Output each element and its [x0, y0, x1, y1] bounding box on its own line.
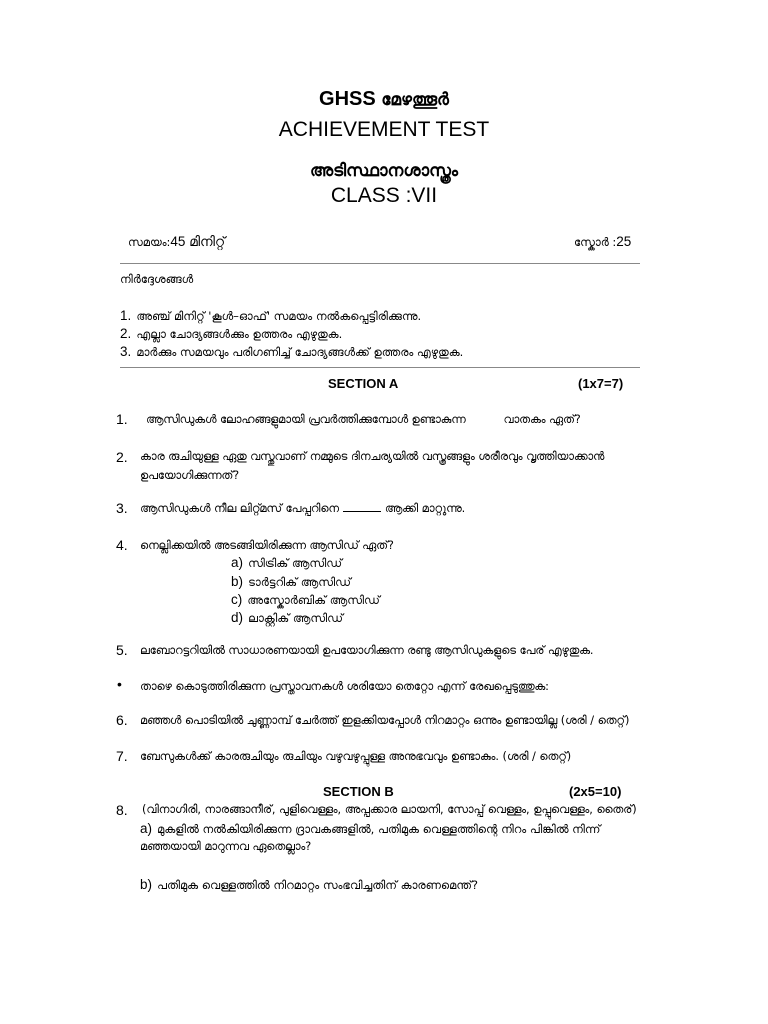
instruction-text: അഞ്ച് മിനിറ്റ് 'കൂൾ–ഓഫ്' സമയം നൽകപ്പെട്ടിരിക്കുന്നു.: [136, 309, 422, 323]
score-label: സ്കോർ :: [574, 235, 617, 249]
question-8b-text: പതിമുക വെള്ളത്തിൽ നിറമാറ്റം സംഭവിച്ചതിന് കാരണമെന്ത്?: [157, 878, 479, 892]
question-8a-line1: മുകളിൽ നൽകിയിരിക്കുന്ന ദ്രാവകങ്ങളിൽ, പതിമുക വെള്ളത്തിന്റെ നിറം പിങ്കിൽ നിന്ന്: [157, 822, 601, 836]
sub-question-letter: a): [140, 821, 153, 836]
subject-title: അടിസ്ഥാനശാസ്ത്രം: [309, 161, 458, 181]
section-a-title: SECTION A: [328, 376, 399, 391]
instruction-number: 3.: [120, 344, 132, 359]
question-8b: [140, 874, 478, 893]
option-text: അസ്കോർബിക് ആസിഡ്: [247, 593, 380, 607]
school-name-ml: മേഴത്തൂർ: [381, 90, 449, 110]
sub-question-letter: b): [140, 877, 153, 892]
question-2-line2: ഉപയോഗിക്കുന്നത്?: [140, 469, 240, 482]
divider-instructions: [120, 367, 640, 368]
question-4-option-b: [231, 571, 351, 590]
score-value: 25: [616, 234, 632, 249]
question-1-part2: വാതകം ഏത്?: [503, 413, 581, 426]
question-2-number: 2.: [116, 449, 128, 465]
option-letter: d): [231, 610, 244, 625]
instruction-number: 2.: [120, 326, 132, 341]
score-info: [574, 231, 631, 250]
class-label: CLASS :VII: [330, 184, 438, 207]
option-text: ടാർട്ടറിക് ആസിഡ്: [248, 575, 351, 589]
instruction-number: 1.: [120, 308, 132, 323]
question-4-text: നെല്ലിക്കയിൽ അടങ്ങിയിരിക്കുന്ന ആസിഡ് ഏത്?: [140, 539, 394, 552]
instruction-text: എല്ലാ ചോദ്യങ്ങൾക്കും ഉത്തരം എഴുതുക.: [136, 327, 343, 341]
instruction-item: [120, 341, 463, 360]
option-text: ലാക്റ്റിക് ആസിഡ്: [248, 611, 344, 625]
question-8a: [140, 818, 600, 837]
time-label: സമയം:: [128, 235, 171, 249]
question-3-before: ആസിഡുകൾ നീല ലിറ്റ്മസ് പേപ്പറിനെ: [140, 502, 339, 515]
question-6-text: മഞ്ഞൾ പൊടിയിൽ ചുണ്ണാമ്പ് ചേർത്ത് ഇളക്കിയപ്പോൾ നിറമാറ്റം ഒന്നും ഉണ്ടായില്ല (ശരി / തെറ്റ്): [140, 714, 630, 727]
option-letter: b): [231, 574, 244, 589]
section-b-marks: (2x5=10): [569, 784, 622, 799]
question-4-option-d: [231, 607, 343, 626]
question-3-number: 3.: [116, 500, 128, 516]
school-name: [0, 88, 768, 111]
time-value: 45 മിനിറ്റ്: [170, 234, 226, 249]
question-8-list: (വിനാഗിരി, നാരങ്ങാനീര്, പുളിവെള്ളം, അപ്പക്കാര ലായനി, സോപ്പ് വെള്ളം, ഉപ്പുവെള്ളം, തൈര്): [142, 803, 637, 816]
true-false-instruction: താഴെ കൊടുത്തിരിക്കുന്ന പ്രസ്താവനകൾ ശരിയോ തെറ്റോ എന്ന് രേഖപ്പെടുത്തുക:: [140, 680, 549, 693]
question-7-number: 7.: [116, 748, 128, 764]
section-a-marks: (1x7=7): [578, 376, 624, 391]
instruction-item: [120, 305, 421, 324]
instruction-text: മാർക്കും സമയവും പരിഗണിച്ച് ചോദ്യങ്ങൾക്ക് ഉത്തരം എഴുതുക.: [136, 345, 464, 359]
instructions-heading: നിർദ്ദേശങ്ങൾ: [120, 272, 194, 286]
bullet-mark: •: [117, 676, 122, 692]
question-8a-line2: മഞ്ഞയായി മാറുന്നവ ഏതെല്ലാം?: [140, 840, 312, 853]
question-4-option-a: [231, 552, 342, 571]
question-5-text: ലബോറട്ടറിയിൽ സാധാരണയായി ഉപയോഗിക്കുന്ന രണ്ടു ആസിഡുകളുടെ പേര് എഴുതുക.: [140, 644, 594, 657]
question-3-after: ആക്കി മാറ്റുന്നു.: [384, 502, 466, 515]
divider-top: [120, 263, 640, 264]
question-7-text: ബേസുകൾക്ക് കാരരുചിയും രുചിയും വഴുവഴുപ്പുള്ള അനുഭവവും ഉണ്ടാകും. (ശരി / തെറ്റ്): [140, 750, 572, 763]
test-title: ACHIEVEMENT TEST: [278, 118, 490, 141]
school-name-latin: GHSS: [319, 88, 376, 110]
option-text: സിട്രിക് ആസിഡ്: [248, 556, 343, 570]
question-2-line1: കാര രുചിയുള്ള ഏതു വസ്തുവാണ് നമ്മുടെ ദിനചര്യയിൽ വസ്ത്രങ്ങളും ശരീരവും വൃത്തിയാക്കാൻ: [140, 450, 605, 463]
question-4-number: 4.: [116, 537, 128, 553]
question-1-part1: ആസിഡുകൾ ലോഹങ്ങളുമായി പ്രവർത്തിക്കുമ്പോൾ ഉണ്ടാകുന്ന: [146, 413, 466, 426]
option-letter: c): [231, 592, 243, 607]
question-4-option-c: [231, 589, 380, 608]
question-1-text: [146, 409, 581, 430]
answer-blank: [343, 511, 381, 512]
question-1-number: 1.: [116, 411, 128, 427]
question-6-number: 6.: [116, 712, 128, 728]
question-5-number: 5.: [116, 642, 128, 658]
question-3-text: [140, 498, 465, 519]
question-8-number: 8.: [116, 802, 128, 818]
instruction-item: [120, 323, 342, 342]
option-letter: a): [231, 555, 244, 570]
section-b-title: SECTION B: [323, 784, 394, 799]
time-info: [128, 231, 225, 250]
